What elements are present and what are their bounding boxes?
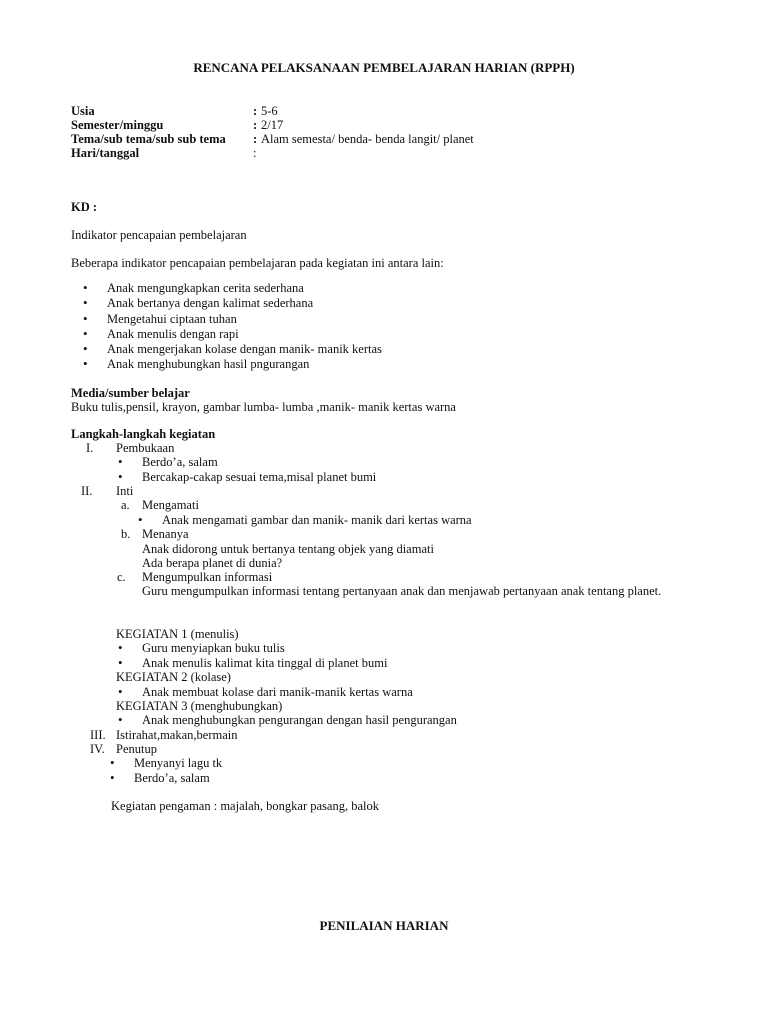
sub-mengumpulkan: Mengumpulkan informasi — [142, 570, 273, 584]
info-value-semester: 2/17 — [261, 118, 284, 132]
info-label-usia: Usia — [71, 104, 95, 118]
kegiatan-2-item: • Anak membuat kolase dari manik-manik kertas warna — [142, 685, 413, 700]
indikator-item: • Anak menulis dengan rapi — [107, 327, 239, 342]
kegiatan-3-item: • Anak menghubungkan pengurangan dengan hasil pengurangan — [142, 713, 457, 728]
section-num-4: IV. — [90, 742, 105, 756]
kegiatan-2-label: KEGIATAN 2 (kolase) — [116, 670, 231, 684]
section-pembukaan: Pembukaan — [116, 441, 175, 455]
indikator-heading: Indikator pencapaian pembelajaran — [71, 228, 247, 242]
penutup-item: • Menyanyi lagu tk — [134, 756, 222, 771]
info-label-tema: Tema/sub tema/sub sub tema — [71, 132, 226, 146]
menanya-line-1: Anak didorong untuk bertanya tentang objek yang diamati — [142, 542, 434, 556]
section-penutup: Penutup — [116, 742, 157, 756]
pembukaan-item: • Bercakap-cakap sesuai tema,misal planet bumi — [142, 470, 376, 485]
info-colon-tema: : — [253, 132, 258, 146]
mengumpulkan-text: Guru mengumpulkan informasi tentang pertanyaan anak dan menjawab pertanyaan anak tentang planet. — [142, 584, 662, 598]
langkah-heading: Langkah-langkah kegiatan — [71, 427, 216, 441]
section-num-3: III. — [90, 728, 106, 742]
penutup-item: • Berdo’a, salam — [134, 771, 210, 786]
kegiatan-1-item: • Guru menyiapkan buku tulis — [142, 641, 285, 656]
indikator-item: • Mengetahui ciptaan tuhan — [107, 312, 237, 327]
kegiatan-3-label: KEGIATAN 3 (menghubungkan) — [116, 699, 283, 713]
info-value-usia: 5-6 — [261, 104, 278, 118]
info-label-hari: Hari/tanggal — [71, 146, 140, 160]
penilaian-heading: PENILAIAN HARIAN — [319, 918, 449, 933]
indikator-item: • Anak mengungkapkan cerita sederhana — [107, 281, 304, 296]
indikator-intro: Beberapa indikator pencapaian pembelajaran pada kegiatan ini antara lain: — [71, 256, 444, 270]
kegiatan-pengaman: Kegiatan pengaman : majalah, bongkar pasang, balok — [111, 799, 379, 813]
kd-label: KD : — [71, 200, 98, 214]
sub-num-a: a. — [121, 498, 130, 512]
info-colon-hari: : — [253, 146, 257, 160]
info-colon-semester: : — [253, 118, 258, 132]
kegiatan-1-item: • Anak menulis kalimat kita tinggal di planet bumi — [142, 656, 387, 671]
sub-mengamati: Mengamati — [142, 498, 199, 512]
document-title: RENCANA PELAKSANAAN PEMBELAJARAN HARIAN (RPPH) — [193, 60, 575, 75]
section-num-1: I. — [86, 441, 94, 455]
media-text: Buku tulis,pensil, krayon, gambar lumba- lumba ,manik- manik kertas warna — [71, 400, 456, 414]
menanya-line-2: Ada berapa planet di dunia? — [142, 556, 283, 570]
mengamati-item: • Anak mengamati gambar dan manik- manik dari kertas warna — [162, 513, 472, 528]
info-value-tema: Alam semesta/ benda- benda langit/ planet — [261, 132, 474, 146]
section-istirahat: Istirahat,makan,bermain — [116, 728, 238, 742]
info-label-semester: Semester/minggu — [71, 118, 164, 132]
info-colon-usia: : — [253, 104, 258, 118]
sub-num-c: c. — [117, 570, 126, 584]
kegiatan-1-label: KEGIATAN 1 (menulis) — [116, 627, 239, 641]
section-num-2: II. — [81, 484, 93, 498]
sub-menanya: Menanya — [142, 527, 189, 541]
media-heading: Media/sumber belajar — [71, 386, 190, 400]
indikator-item: • Anak menghubungkan hasil pngurangan — [107, 357, 309, 372]
indikator-item: • Anak bertanya dengan kalimat sederhana — [107, 296, 313, 311]
sub-num-b: b. — [121, 527, 131, 541]
pembukaan-item: • Berdo’a, salam — [142, 455, 218, 470]
indikator-item: • Anak mengerjakan kolase dengan manik- manik kertas — [107, 342, 382, 357]
section-inti: Inti — [116, 484, 134, 498]
